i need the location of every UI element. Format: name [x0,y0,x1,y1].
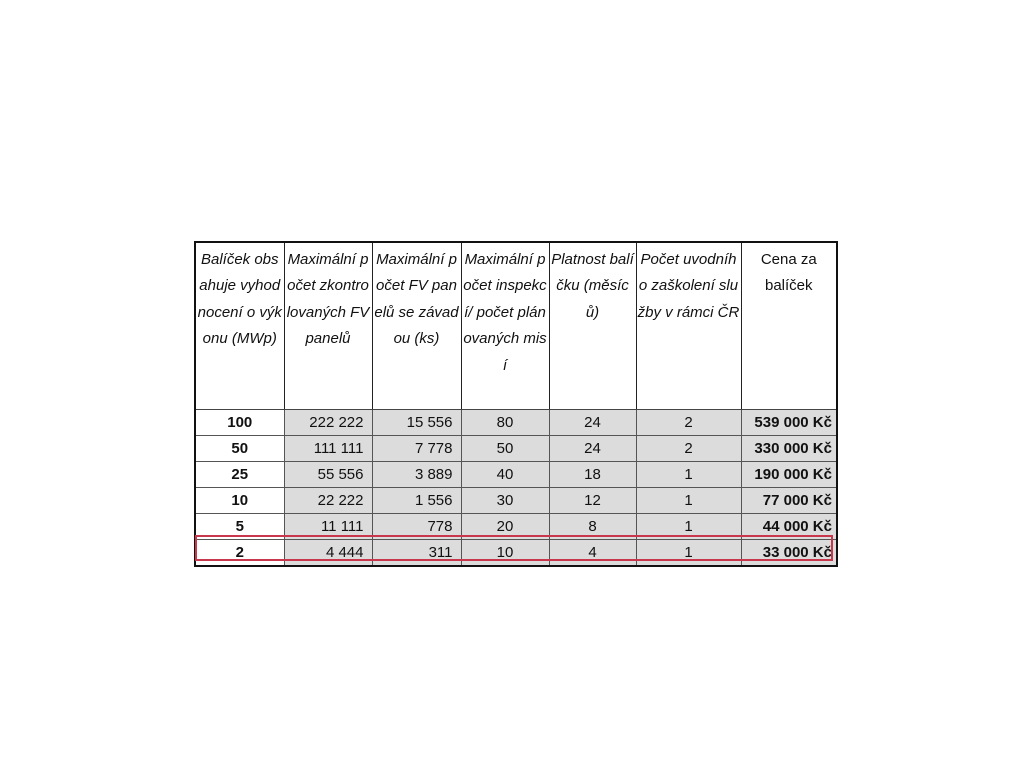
header-package-mwp: Balíček obsahuje vyhodnocení o výkonu (MWp) [195,242,284,410]
cell-package-mwp: 2 [195,540,284,567]
cell-validity: 24 [549,410,636,436]
header-max-inspections: Maximální počet inspekcí/ počet plánovaných misí [461,242,549,410]
cell-training: 1 [636,540,741,567]
cell-package-mwp: 100 [195,410,284,436]
cell-package-mwp: 25 [195,462,284,488]
header-validity: Platnost balíčku (měsíců) [549,242,636,410]
cell-training: 2 [636,436,741,462]
table-row [195,436,837,462]
cell-price: 539 000 Kč [741,410,837,436]
cell-max-defective: 778 [372,514,461,540]
cell-max-defective: 311 [372,540,461,567]
cell-max-defective: 7 778 [372,436,461,462]
cell-max-inspections: 80 [461,410,549,436]
cell-price: 330 000 Kč [741,436,837,462]
cell-max-panels: 222 222 [284,410,372,436]
cell-training: 1 [636,488,741,514]
cell-package-mwp: 50 [195,436,284,462]
cell-validity: 24 [549,436,636,462]
cell-max-panels: 55 556 [284,462,372,488]
cell-validity: 8 [549,514,636,540]
cell-max-defective: 15 556 [372,410,461,436]
cell-price: 190 000 Kč [741,462,837,488]
header-price: Cena za balíček [741,242,837,410]
header-max-defective: Maximální počet FV panelů se závadou (ks) [372,242,461,410]
cell-training: 1 [636,514,741,540]
cell-max-panels: 22 222 [284,488,372,514]
table-row [195,514,837,540]
cell-max-inspections: 30 [461,488,549,514]
cell-max-inspections: 20 [461,514,549,540]
table-row-highlighted [195,540,837,567]
table-row [195,462,837,488]
cell-training: 1 [636,462,741,488]
cell-validity: 18 [549,462,636,488]
cell-package-mwp: 5 [195,514,284,540]
header-training: Počet uvodního zaškolení služby v rámci ČR [636,242,741,410]
cell-max-defective: 1 556 [372,488,461,514]
cell-max-defective: 3 889 [372,462,461,488]
header-max-panels: Maximální počet zkontrolovaných FV panelů [284,242,372,410]
cell-package-mwp: 10 [195,488,284,514]
cell-price: 33 000 Kč [741,540,837,567]
cell-max-inspections: 40 [461,462,549,488]
cell-training: 2 [636,410,741,436]
cell-max-panels: 4 444 [284,540,372,567]
header-row [195,242,837,410]
cell-max-panels: 11 111 [284,514,372,540]
table-row [195,488,837,514]
cell-max-panels: 111 111 [284,436,372,462]
cell-max-inspections: 10 [461,540,549,567]
cell-price: 44 000 Kč [741,514,837,540]
cell-max-inspections: 50 [461,436,549,462]
cell-validity: 4 [549,540,636,567]
cell-price: 77 000 Kč [741,488,837,514]
table-row [195,410,837,436]
pricing-table [194,241,838,567]
cell-validity: 12 [549,488,636,514]
